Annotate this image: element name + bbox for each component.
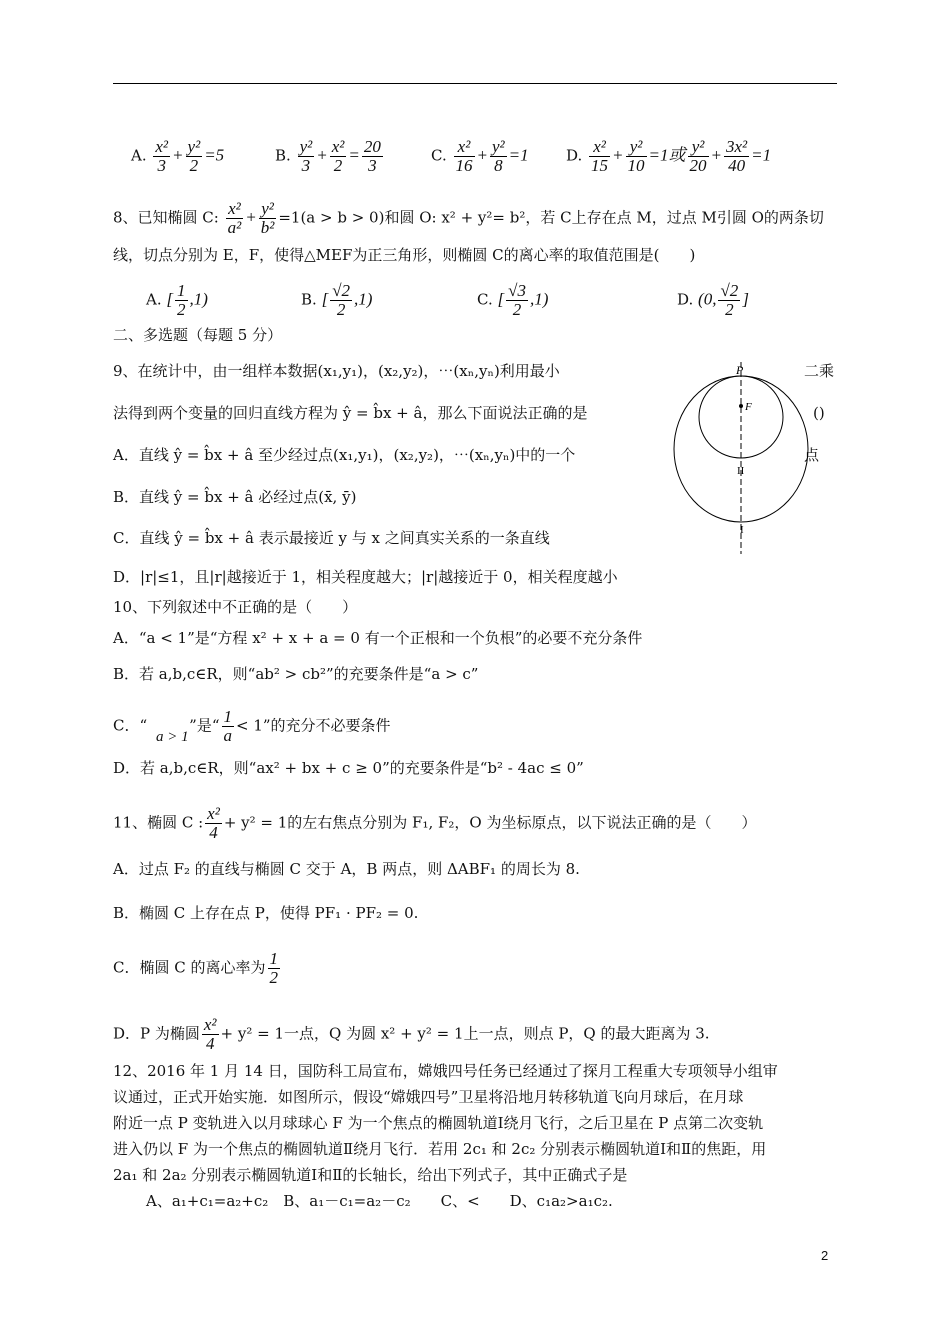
fraction: $\frac{\text{x²}}{4}$ — [203, 1015, 217, 1053]
fraction: $\frac{1}{2}$ — [177, 281, 186, 319]
q8-option-b: B. [ $\frac{√2}{2}$ ,1) — [301, 281, 373, 319]
fraction: $\frac{20}{3}$ — [363, 137, 381, 175]
q9-line-1-tail: 二乘 — [804, 362, 835, 380]
label-p: P — [736, 363, 744, 377]
fraction: $\frac{\text{x²}}{3}$ — [155, 137, 169, 175]
q9-line-1: 9、在统计中，由一组样本数据(x₁,y₁)，(x₂,y₂)，⋯(xₙ,yₙ)利用最小 — [113, 362, 560, 380]
fraction: $\frac{\text{y²}}{2}$ — [187, 137, 201, 175]
fraction: $\frac{1}{2}$ — [269, 949, 278, 987]
q8-option-a: A. [ $\frac{1}{2}$ ,1) — [146, 281, 208, 319]
q8-line-2: 线，切点分别为 E，F，使得△MEF为正三角形，则椭圆 C的离心率的取值范围是( ) — [113, 246, 696, 264]
q10-option-d: D．若 a,b,c∈R，则“ax² + bx + c ≥ 0”的充要条件是“b² - 4ac ≤ 0” — [113, 759, 584, 777]
q10-option-c — [113, 708, 391, 745]
q8-text: 8、已知椭圆 C: — [113, 208, 219, 227]
option-label: D. — [566, 146, 583, 165]
q10-option-b: B．若 a,b,c∈R，则“ab² > cb²”的充要条件是“a > c” — [113, 665, 479, 683]
q12-line-5: 2a₁ 和 2a₂ 分别表示椭圆轨道Ⅰ和Ⅱ的长轴长，给出下列式子，其中正确式子是 — [113, 1166, 628, 1184]
option-label: C. — [431, 146, 447, 165]
equation-rhs: =5 — [204, 145, 225, 165]
q10-text: ”是“ — [189, 716, 220, 735]
fraction: $\frac{\text{y²}}{3}$ — [299, 137, 313, 175]
q9-line-2: 法得到两个变量的回归直线方程为 ŷ = b̂x + â，那么下面说法正确的是 — [113, 404, 588, 422]
option-label: C. — [477, 290, 493, 309]
q11-option-a: A．过点 F₂ 的直线与椭圆 C 交于 A，B 两点，则 ΔABF₁ 的周长为 8. — [113, 860, 580, 878]
fraction: $\frac{\text{y²}}{10}$ — [627, 137, 645, 175]
label-ii: II — [737, 465, 745, 477]
section-title: 二、多选题（每题 5 分） — [113, 326, 283, 344]
q9-option-b: B．直线 ŷ = b̂x + â 必经过点(x̄, ȳ) — [113, 488, 357, 506]
header-rule — [113, 83, 837, 84]
equation-rhs: =1 — [751, 145, 772, 165]
option-label: B. — [301, 290, 317, 309]
q7-option-c: C. $\frac{\text{x²}}{16}$ + $\frac{\text{y²}}{8}$ =1 — [431, 137, 529, 175]
label-f: F — [745, 401, 752, 413]
fraction: $\frac{\text{x²}}{15}$ — [591, 137, 609, 175]
q9-option-a: A．直线 ŷ = b̂x + â 至少经过点(x₁,y₁)，(x₂,y₂)，⋯(xₙ,yₙ)中的一个 — [113, 446, 576, 464]
q10-c-condition: a > 1 — [156, 729, 189, 745]
fraction: $\frac{\text{x²}}{16}$ — [455, 137, 473, 175]
q9-option-a-tail: 点 — [804, 446, 820, 464]
label-i: I — [740, 524, 744, 536]
q12-line-4: 进入仍以 F 为一个焦点的椭圆轨道Ⅱ绕月飞行．若用 2c₁ 和 2c₂ 分别表示椭圆轨道Ⅰ和Ⅱ的焦距，用 — [113, 1140, 767, 1158]
q8-option-d: D. (0, $\frac{√2}{2}$ ] — [677, 281, 749, 319]
equation-rhs: =1 — [508, 145, 529, 165]
fraction: $\frac{\text{x²}}{2}$ — [331, 137, 345, 175]
q10-option-a: A．“a < 1”是“方程 x² + x + a = 0 有一个正根和一个负根”的必要不充分条件 — [113, 629, 643, 647]
orbit-figure — [666, 358, 826, 558]
focus-point — [739, 404, 743, 408]
fraction: $\frac{√2}{2}$ — [720, 281, 739, 319]
q9-option-d: D．|r|≤1，且|r|越接近于 1，相关程度越大；|r|越接近于 0，相关程度越小 — [113, 568, 618, 586]
fraction: $\frac{\text{x²}}{4}$ — [207, 804, 220, 842]
q11-option-b: B．椭圆 C 上存在点 P，使得 PF₁ · PF₂ = 0. — [113, 904, 419, 922]
q7-option-a: A. $\frac{\text{x²}}{3}$ + $\frac{\text{y²}}{2}$ =5 — [131, 137, 225, 175]
q11-option-d — [113, 1016, 710, 1053]
q11-option-c — [113, 950, 282, 987]
fraction: $\frac{1}{a}$ — [223, 707, 232, 745]
fraction: $\frac{\text{y²}}{20}$ — [689, 137, 707, 175]
q12-line-3: 附近一点 P 变轨进入以月球球心 F 为一个焦点的椭圆轨道Ⅰ绕月飞行，之后卫星在 P 点第二次变轨 — [113, 1114, 764, 1132]
fraction: $\frac{√2}{2}$ — [332, 281, 351, 319]
equation-rhs: = — [348, 145, 360, 165]
fraction: $\frac{\text{y²}}{\text{b²}}$ — [260, 199, 275, 237]
q10-title: 10、下列叙述中不正确的是（ ） — [113, 598, 358, 616]
q9-option-c: C．直线 ŷ = b̂x + â 表示最接近 y 与 x 之间真实关系的一条直线 — [113, 529, 550, 547]
fraction: $\frac{\text{x²}}{\text{a²}}$ — [227, 199, 242, 237]
q11-text: C．椭圆 C 的离心率为 — [113, 958, 266, 977]
fraction: $\frac{√3}{2}$ — [508, 281, 526, 319]
option-label: D. — [677, 290, 694, 309]
option-label: A. — [146, 290, 162, 309]
q8-line-1: 8、已知椭圆 C: $\frac{\text{x²}}{\text{a²}}$ + $\frac{\text{y²}}{\text{b²}}$ =1(a > b > 0)和圆 O: x² + y²= b²，若 C上存在点 M，过点 M引圆 O的两条切 — [113, 199, 824, 237]
fraction: $\frac{\text{3x²}}{40}$ — [726, 137, 748, 175]
q7-option-b: B. $\frac{\text{y²}}{3}$ + $\frac{\text{x²}}{2}$ = $\frac{20}{3}$ — [275, 137, 381, 175]
q12-options: A、a₁+c₁=a₂+c₂ B、a₁－c₁=a₂－c₂ C、< D、c₁a₂>a₁c₂. — [146, 1192, 613, 1210]
q11-text: D．P 为椭圆 — [113, 1024, 200, 1043]
q12-line-1: 12、2016 年 1 月 14 日，国防科工局宣布，嫦娥四号任务已经通过了探月工程重大专项领导小组审 — [113, 1062, 778, 1080]
q8-text: =1(a > b > 0)和圆 O: x² + y²= b²，若 C上存在点 M，过点 M引圆 O的两条切 — [278, 208, 824, 227]
q8-option-c: C. [ $\frac{√3}{2}$ ,1) — [477, 281, 549, 319]
q10-text: C．“ — [113, 716, 148, 735]
q10-text: < 1”的充分不必要条件 — [236, 716, 391, 735]
q11-title — [113, 805, 757, 842]
q11-text: 11、椭圆 C : — [113, 813, 204, 832]
q7-option-d: D. $\frac{\text{x²}}{15}$ + $\frac{\text{y²}}{10}$ =1或 $\frac{\text{y²}}{20}$ + $\frac{\text{3x²}}{40}$ =1 — [566, 137, 772, 175]
page-number: 2 — [821, 1248, 829, 1263]
q12-line-2: 议通过，正式开始实施．如图所示，假设“嫦娥四号”卫星将沿地月转移轨道飞向月球后，在月球 — [113, 1088, 744, 1106]
equation-rhs: =1或 — [648, 145, 686, 165]
q9-line-2-tail: () — [813, 404, 825, 422]
q11-text: + y² = 1的左右焦点分别为 F₁, F₂，O 为坐标原点，以下说法正确的是（ ） — [223, 813, 757, 832]
q11-text: + y² = 1一点，Q 为圆 x² + y² = 1上一点，则点 P，Q 的最大距离为 3. — [220, 1024, 710, 1043]
option-label: B. — [275, 146, 291, 165]
fraction: $\frac{\text{y²}}{8}$ — [491, 137, 505, 175]
option-label: A. — [131, 146, 147, 165]
